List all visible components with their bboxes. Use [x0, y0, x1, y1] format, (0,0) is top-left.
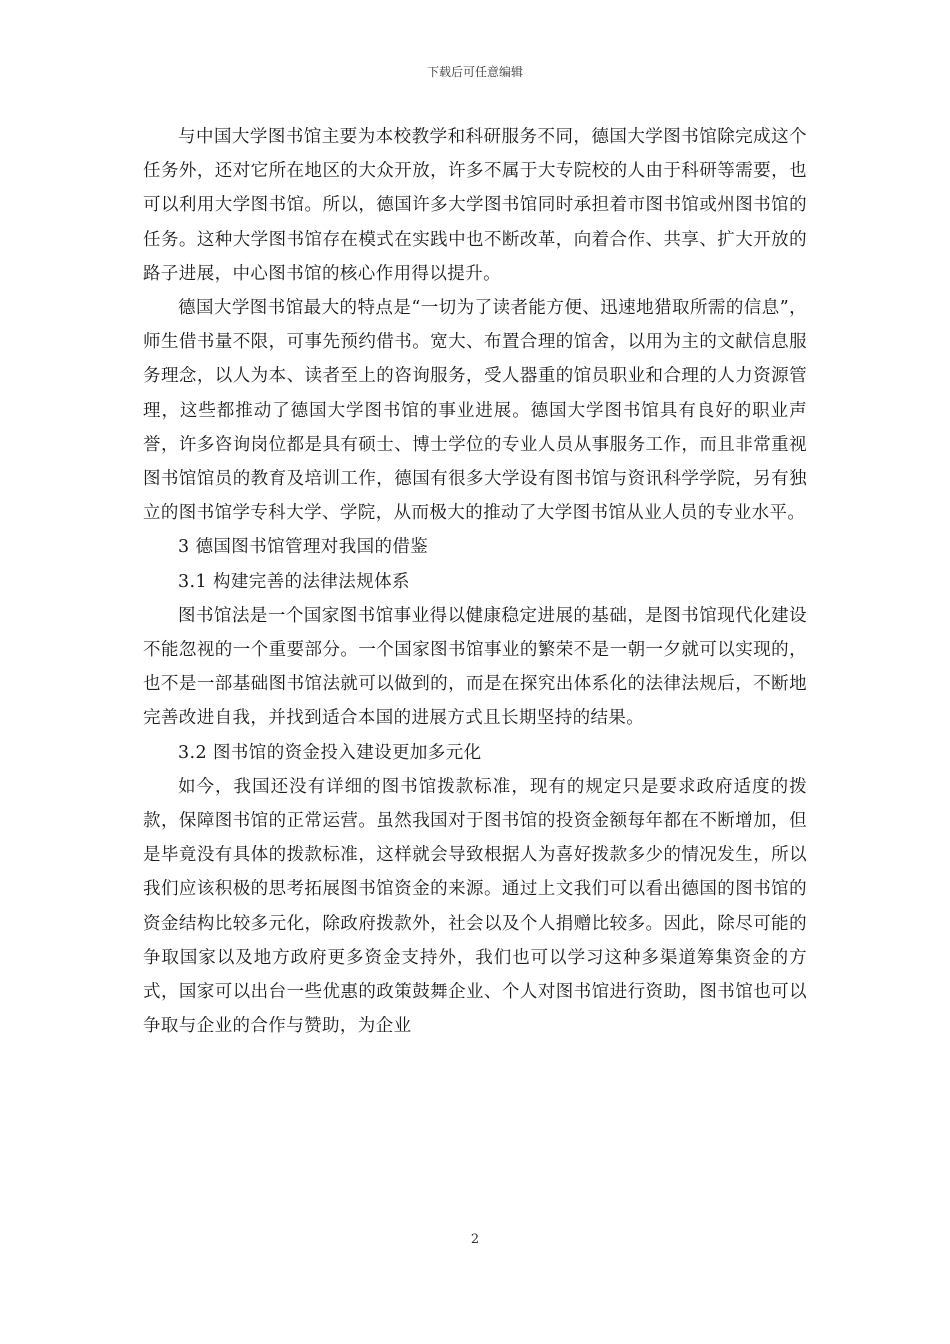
- subsection-heading-3-2: 3.2 图书馆的资金投入建设更加多元化: [178, 742, 482, 763]
- section-heading-3: 3 德国图书馆管理对我国的借鉴: [178, 537, 429, 558]
- page-header: 下载后可任意编辑: [426, 65, 523, 79]
- paragraph-funding-diversification: 如今，我国还没有详细的图书馆拨款标准，现有的规定只是要求政府适度的拨款，保障图书馆的正常运营。虽然我国对于图书馆的投资金额每年都在不断增加，但是毕竟没有具体的拨款标准，这样就会导致根据人为喜好拨款多少的情况发生，所以我们应该积极的思考拓展图书馆资金的来源。通过上文我们可以看出德国的图书馆的资金结构比较多元化，除政府拨款外，社会以及个人捐赠比较多。因此，除尽可能的争取国家以及地方政府更多资金支持外，我们也可以学习这种多渠道筹集资金的方式，国家可以出台一些优惠的政策鼓舞企业、个人对图书馆进行资助，图书馆也可以争取与企业的合作与赞助，为企业: [143, 776, 807, 1037]
- subsection-heading-3-1: 3.1 构建完善的法律法规体系: [178, 571, 410, 592]
- page-number: 2: [470, 1232, 480, 1247]
- paragraph-university-library-openness: 与中国大学图书馆主要为本校教学和科研服务不同，德国大学图书馆除完成这个任务外，还对它所在地区的大众开放，许多不属于大专院校的人由于科研等需要，也可以利用大学图书馆。所以，德国许多大学图书馆同时承担着市图书馆或州图书馆的任务。这种大学图书馆存在模式在实践中也不断改革，向着合作、共享、扩大开放的路子进展，中心图书馆的核心作用得以提升。: [143, 127, 807, 284]
- document-body: [143, 120, 807, 1043]
- paragraph-library-law: 图书馆法是一个国家图书馆事业得以健康稳定进展的基础，是图书馆现代化建设不能忽视的一个重要部分。一个国家图书馆事业的繁荣不是一朝一夕就可以实现的，也不是一部基础图书馆法就可以做到的，而是在探究出体系化的法律法规后，不断地完善改进自我，并找到适合本国的进展方式且长期坚持的结果。: [143, 605, 807, 729]
- paragraph-university-library-features: 德国大学图书馆最大的特点是“一切为了读者能方便、迅速地猎取所需的信息”，师生借书量不限，可事先预约借书。宽大、布置合理的馆舍，以用为主的文献信息服务理念，以人为本、读者至上的咨询服务，受人器重的馆员职业和合理的人力资源管理，这些都推动了德国大学图书馆的事业进展。德国大学图书馆具有良好的职业声誉，许多咨询岗位都是具有硕士、博士学位的专业人员从事服务工作，而且非常重视图书馆馆员的教育及培训工作，德国有很多大学设有图书馆与资讯科学学院，另有独立的图书馆学专科大学、学院，从而极大的推动了大学图书馆从业人员的专业水平。: [143, 298, 807, 524]
